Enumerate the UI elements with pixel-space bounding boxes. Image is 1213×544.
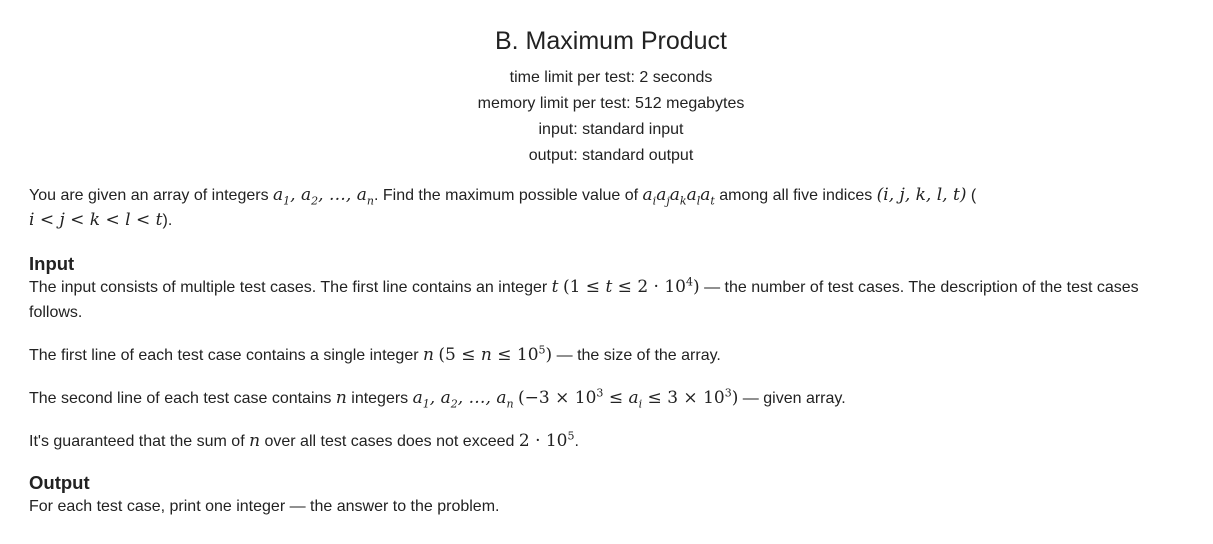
time-limit: time limit per test: 2 seconds bbox=[509, 69, 713, 86]
math-indices: (i, j, k, l, t) bbox=[876, 185, 967, 205]
math-array: $a_1$, $a_2$, …, $a_n$ bbox=[412, 388, 514, 411]
math-sum-bound: $2 \cdot 10^5$ bbox=[518, 429, 575, 451]
math-n-range: $(5 \le n \le 10^5)$ bbox=[438, 343, 553, 365]
input-paragraph-1: The input consists of multiple test cases. The first line contains an integer t $(1 \le t \le 2 \cdot 10^4)$ — the number of test cases. The description of the test cases follows. bbox=[29, 275, 1139, 321]
input-paragraph-3: The second line of each test case contains n integers $a_1$, $a_2$, …, $a_n$ $(-3 \times 10^3 \le a_i \le 3 \times 10^3)$ — given array. bbox=[29, 386, 846, 411]
math-n: n bbox=[335, 388, 347, 408]
output-section bbox=[29, 472, 1193, 519]
math-n: n bbox=[423, 345, 434, 365]
legend-section bbox=[29, 183, 1193, 233]
legend-paragraph: You are given an array of integers $a_1$, $a_2$, …, $a_n$. Find the maximum possible value of $a_ia_ja_ka_la_t$ among all five indices (i, j, k, l, t) ( i < j < k < l < t). bbox=[29, 185, 977, 230]
input-heading: Input bbox=[29, 253, 75, 274]
input-section bbox=[29, 253, 1193, 454]
math-a-range: $(-3 \times 10^3 \le a_i \le 3 \times 10^3)$ bbox=[518, 386, 739, 411]
math-t-range: $(1 \le t \le 2 \cdot 10^4)$ bbox=[562, 275, 700, 297]
input-file: input: standard input bbox=[538, 121, 684, 138]
input-paragraph-4: It's guaranteed that the sum of n over all test cases does not exceed $2 \cdot 10^5$. bbox=[29, 429, 579, 451]
math-t: t bbox=[551, 277, 559, 297]
output-file: output: standard output bbox=[528, 147, 694, 164]
output-paragraph: For each test case, print one integer — the answer to the problem. bbox=[29, 498, 500, 515]
math-product: $a_ia_ja_ka_la_t$ bbox=[642, 185, 715, 208]
input-paragraph-2: The first line of each test case contains a single integer n $(5 \le n \le 10^5)$ — the size of the array. bbox=[29, 343, 721, 365]
memory-limit: memory limit per test: 512 megabytes bbox=[477, 95, 745, 112]
math-n: n bbox=[249, 431, 261, 451]
output-heading: Output bbox=[29, 472, 90, 493]
math-order: i < j < k < l < t bbox=[29, 210, 163, 230]
math-array: $a_1$, $a_2$, …, $a_n$ bbox=[273, 185, 374, 208]
problem-title: B. Maximum Product bbox=[494, 27, 727, 55]
problem-header bbox=[29, 0, 1193, 169]
